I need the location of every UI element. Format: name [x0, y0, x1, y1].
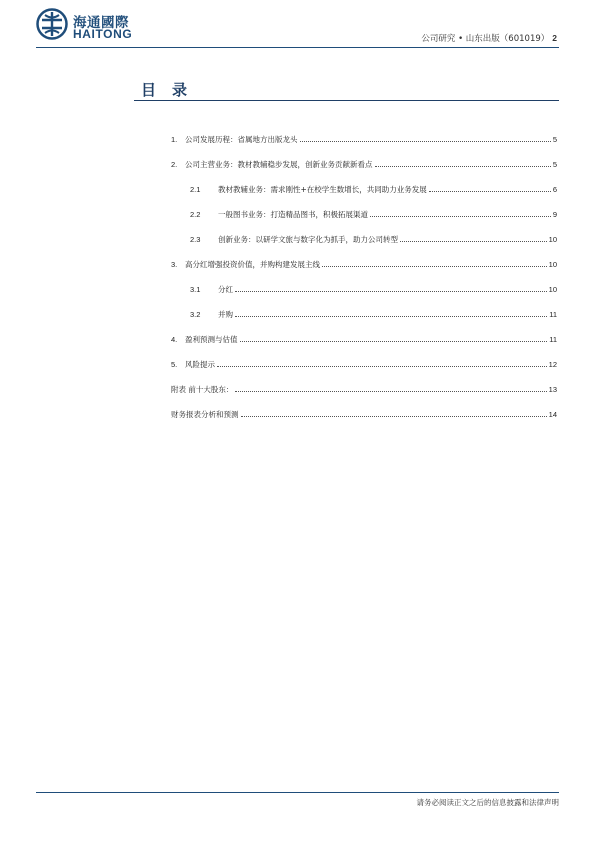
toc-entry-page: 14 — [548, 410, 557, 419]
toc-leader-dots — [241, 410, 547, 417]
toc-entry-page: 10 — [548, 260, 557, 269]
toc-entry-page: 13 — [548, 385, 557, 394]
toc-entry-page: 9 — [552, 210, 557, 219]
toc-entry-page: 10 — [548, 285, 557, 294]
header-divider — [36, 47, 559, 48]
logo-english-text: HAITONG — [73, 27, 133, 41]
toc-leader-dots — [235, 385, 546, 392]
toc-entry-text: 财务报表分析和预测 — [171, 410, 239, 419]
footer-divider — [36, 792, 559, 793]
toc-leader-dots — [300, 135, 551, 142]
toc-entry-text: 附表 前十大股东： — [171, 385, 234, 394]
report-info-text: 公司研究 • 山东出版（601019） — [421, 34, 550, 44]
toc-title-underline — [134, 100, 559, 101]
toc-entry-page: 12 — [548, 360, 557, 369]
toc-leader-dots — [429, 185, 551, 192]
toc-entry-number: 2. — [171, 160, 178, 169]
toc-entry-number: 5. — [171, 360, 178, 369]
toc-leader-dots — [217, 360, 547, 367]
toc-entry-number: 1. — [171, 135, 178, 144]
toc-entry[interactable] — [171, 135, 557, 145]
toc-entry-page: 5 — [552, 135, 557, 144]
toc-entry-text: 并购 — [218, 310, 233, 319]
page-number: 2 — [552, 33, 557, 43]
toc-entry[interactable] — [171, 410, 557, 420]
toc-entry-page: 5 — [552, 160, 557, 169]
report-header-info — [421, 32, 557, 44]
haitong-emblem-icon — [36, 8, 68, 40]
toc-entry-number: 3.1 — [190, 285, 201, 294]
toc-entry-number: 4. — [171, 335, 178, 344]
toc-leader-dots — [375, 160, 551, 167]
toc-entry-text: 教材教辅业务：需求刚性+在校学生数增长，共同助力业务发展 — [218, 185, 427, 194]
toc-entry-page: 6 — [552, 185, 557, 194]
toc-entry-text: 创新业务：以研学文旅与数字化为抓手，助力公司转型 — [218, 235, 398, 244]
toc-entry[interactable] — [171, 160, 557, 170]
logo-chinese-text: 海通國際 — [73, 15, 129, 31]
toc-entry-text: 公司主营业务：教材教辅稳步发展，创新业务贡献新看点 — [185, 160, 373, 169]
toc-entry[interactable] — [190, 285, 557, 295]
toc-entry-number: 3. — [171, 260, 178, 269]
haitong-logo — [36, 8, 146, 44]
toc-entry-number: 2.2 — [190, 210, 201, 219]
toc-entry-number: 3.2 — [190, 310, 201, 319]
toc-entry-page: 11 — [549, 310, 557, 319]
toc-leader-dots — [235, 310, 547, 317]
toc-entry[interactable] — [171, 385, 557, 395]
toc-entry[interactable] — [190, 210, 557, 220]
toc-entry-number: 2.1 — [190, 185, 201, 194]
toc-leader-dots — [240, 335, 548, 342]
toc-leader-dots — [400, 235, 547, 242]
toc-entry-text: 分红 — [218, 285, 233, 294]
toc-entry[interactable] — [190, 235, 557, 245]
toc-entry[interactable] — [190, 185, 557, 195]
toc-leader-dots — [370, 210, 551, 217]
toc-entry[interactable] — [171, 335, 557, 345]
toc-entry-text: 高分红增强投资价值，并购构建发展主线 — [185, 260, 320, 269]
toc-entry-text: 盈利预测与估值 — [185, 335, 238, 344]
footer-disclaimer: 请务必阅读正文之后的信息披露和法律声明 — [416, 798, 559, 807]
toc-entry-page: 10 — [548, 235, 557, 244]
toc-entry[interactable] — [171, 360, 557, 370]
toc-entry-text: 风险提示 — [185, 360, 215, 369]
toc-entry[interactable] — [190, 310, 557, 320]
toc-entry-number: 2.3 — [190, 235, 201, 244]
toc-entry[interactable] — [171, 260, 557, 270]
toc-entry-text: 公司发展历程：省属地方出版龙头 — [185, 135, 298, 144]
toc-leader-dots — [235, 285, 547, 292]
toc-entry-text: 一般图书业务：打造精品图书，积极拓展渠道 — [218, 210, 368, 219]
toc-entry-page: 11 — [549, 335, 557, 344]
toc-leader-dots — [322, 260, 547, 267]
toc-title: 目录 — [141, 81, 204, 99]
